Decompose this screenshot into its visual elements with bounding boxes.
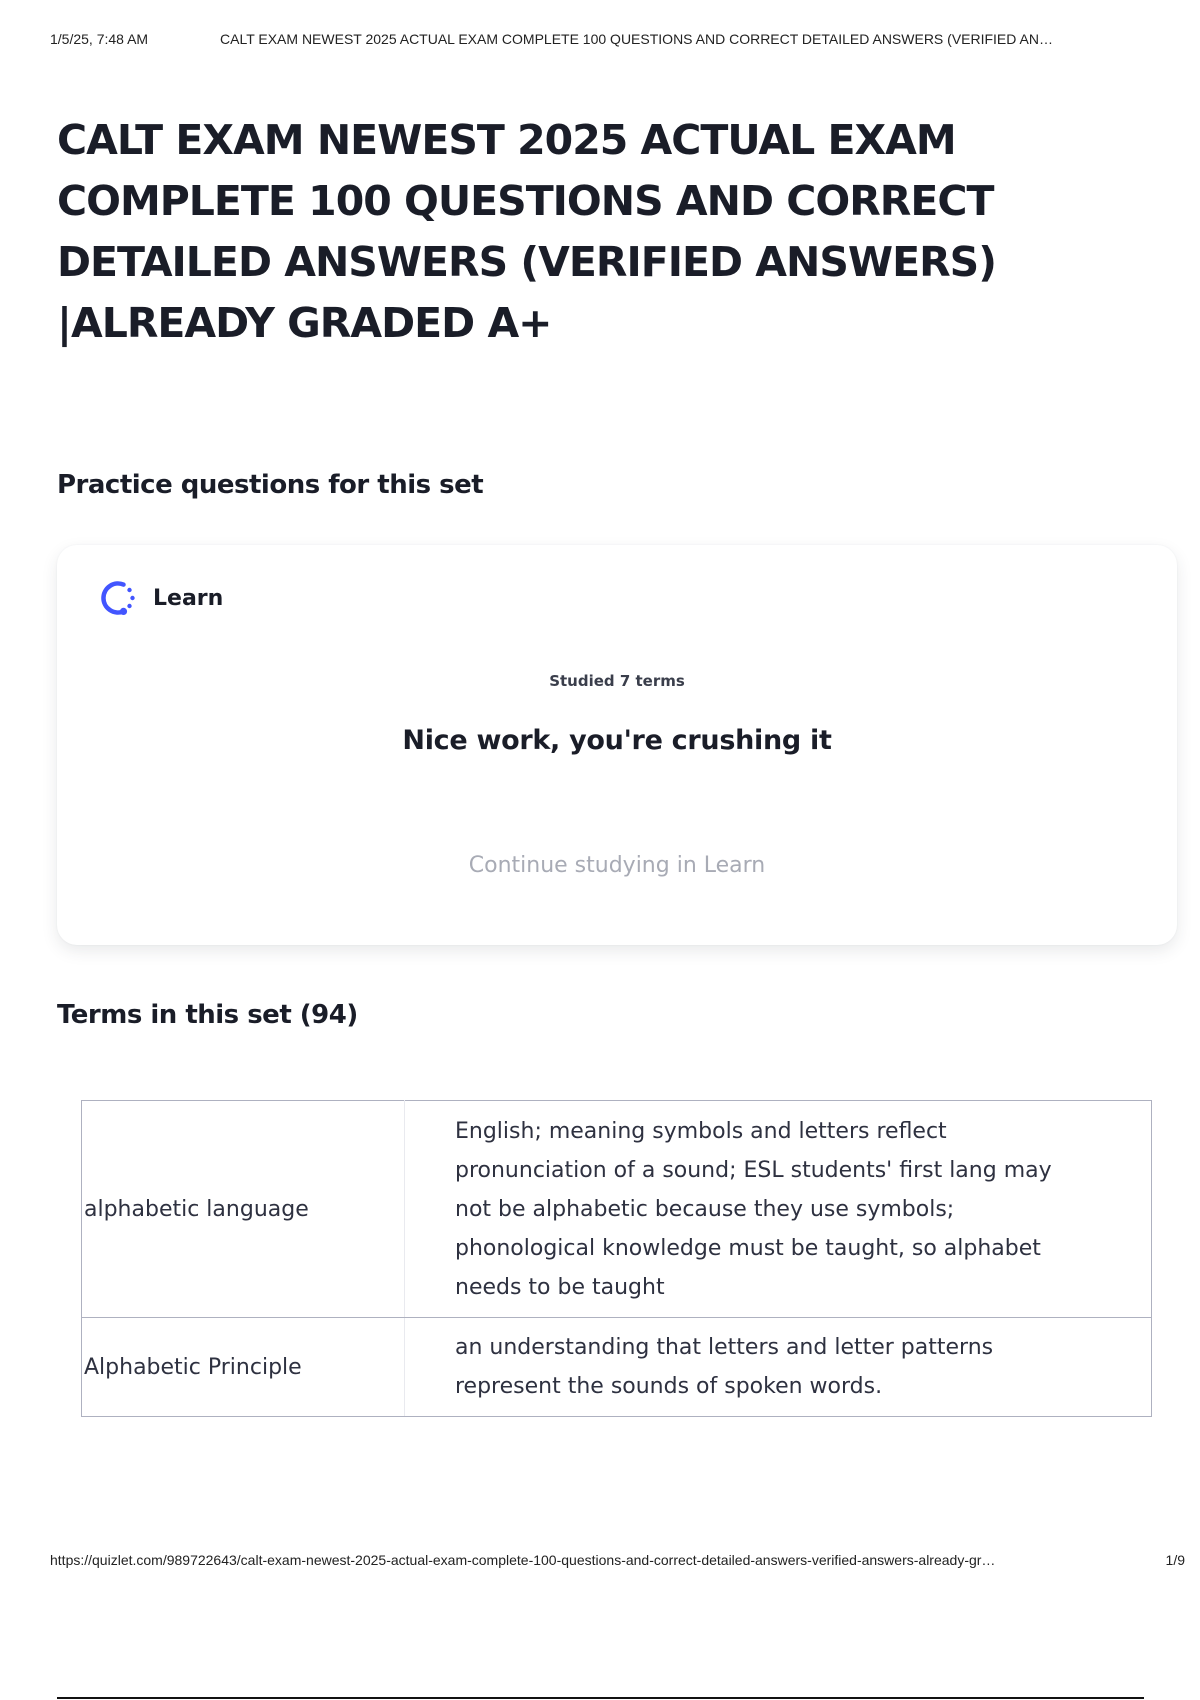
studied-count-text: Studied 7 terms [549,672,685,690]
print-header [50,31,1180,47]
term-cell: Alphabetic Principle [82,1318,405,1417]
practice-heading: Practice questions for this set [57,470,484,500]
learn-progress-icon [97,577,139,619]
learn-card [57,545,1177,945]
page-divider [57,1697,1144,1699]
term-cell: alphabetic language [82,1101,405,1318]
continue-learn-button[interactable]: Continue studying in Learn [468,853,766,878]
learn-mode-label: Learn [153,585,224,611]
page-number: 1/9 [1165,1552,1185,1568]
print-footer [50,1552,1185,1568]
learn-mode-header [97,577,223,619]
definition-cell: an understanding that letters and letter patterns represent the sounds of spoken words. [405,1318,1152,1417]
terms-table [81,1100,1152,1417]
page-title: CALT EXAM NEWEST 2025 ACTUAL EXAM COMPLETE 100 QUESTIONS AND CORRECT DETAILED ANSWERS (VERIFIED ANSWERS) |ALREADY GRADED A+ [57,116,996,347]
terms-heading: Terms in this set (94) [57,1000,358,1030]
table-row [82,1101,1152,1318]
print-header-title: CALT EXAM NEWEST 2025 ACTUAL EXAM COMPLETE 100 QUESTIONS AND CORRECT DETAILED ANSWERS (VERIFIED AN… [220,31,1053,47]
progress-message: Nice work, you're crushing it [402,725,832,756]
table-row [82,1318,1152,1417]
definition-cell: English; meaning symbols and letters reflect pronunciation of a sound; ESL students' first lang may not be alphabetic because they use symbols; phonological knowledge must be taught, so alphabet needs to be taught [405,1101,1152,1318]
print-datetime: 1/5/25, 7:48 AM [50,31,149,47]
page-url: https://quizlet.com/989722643/calt-exam-newest-2025-actual-exam-complete-100-questions-and-correct-detailed-answers-verified-answers-already-gr… [50,1552,996,1568]
